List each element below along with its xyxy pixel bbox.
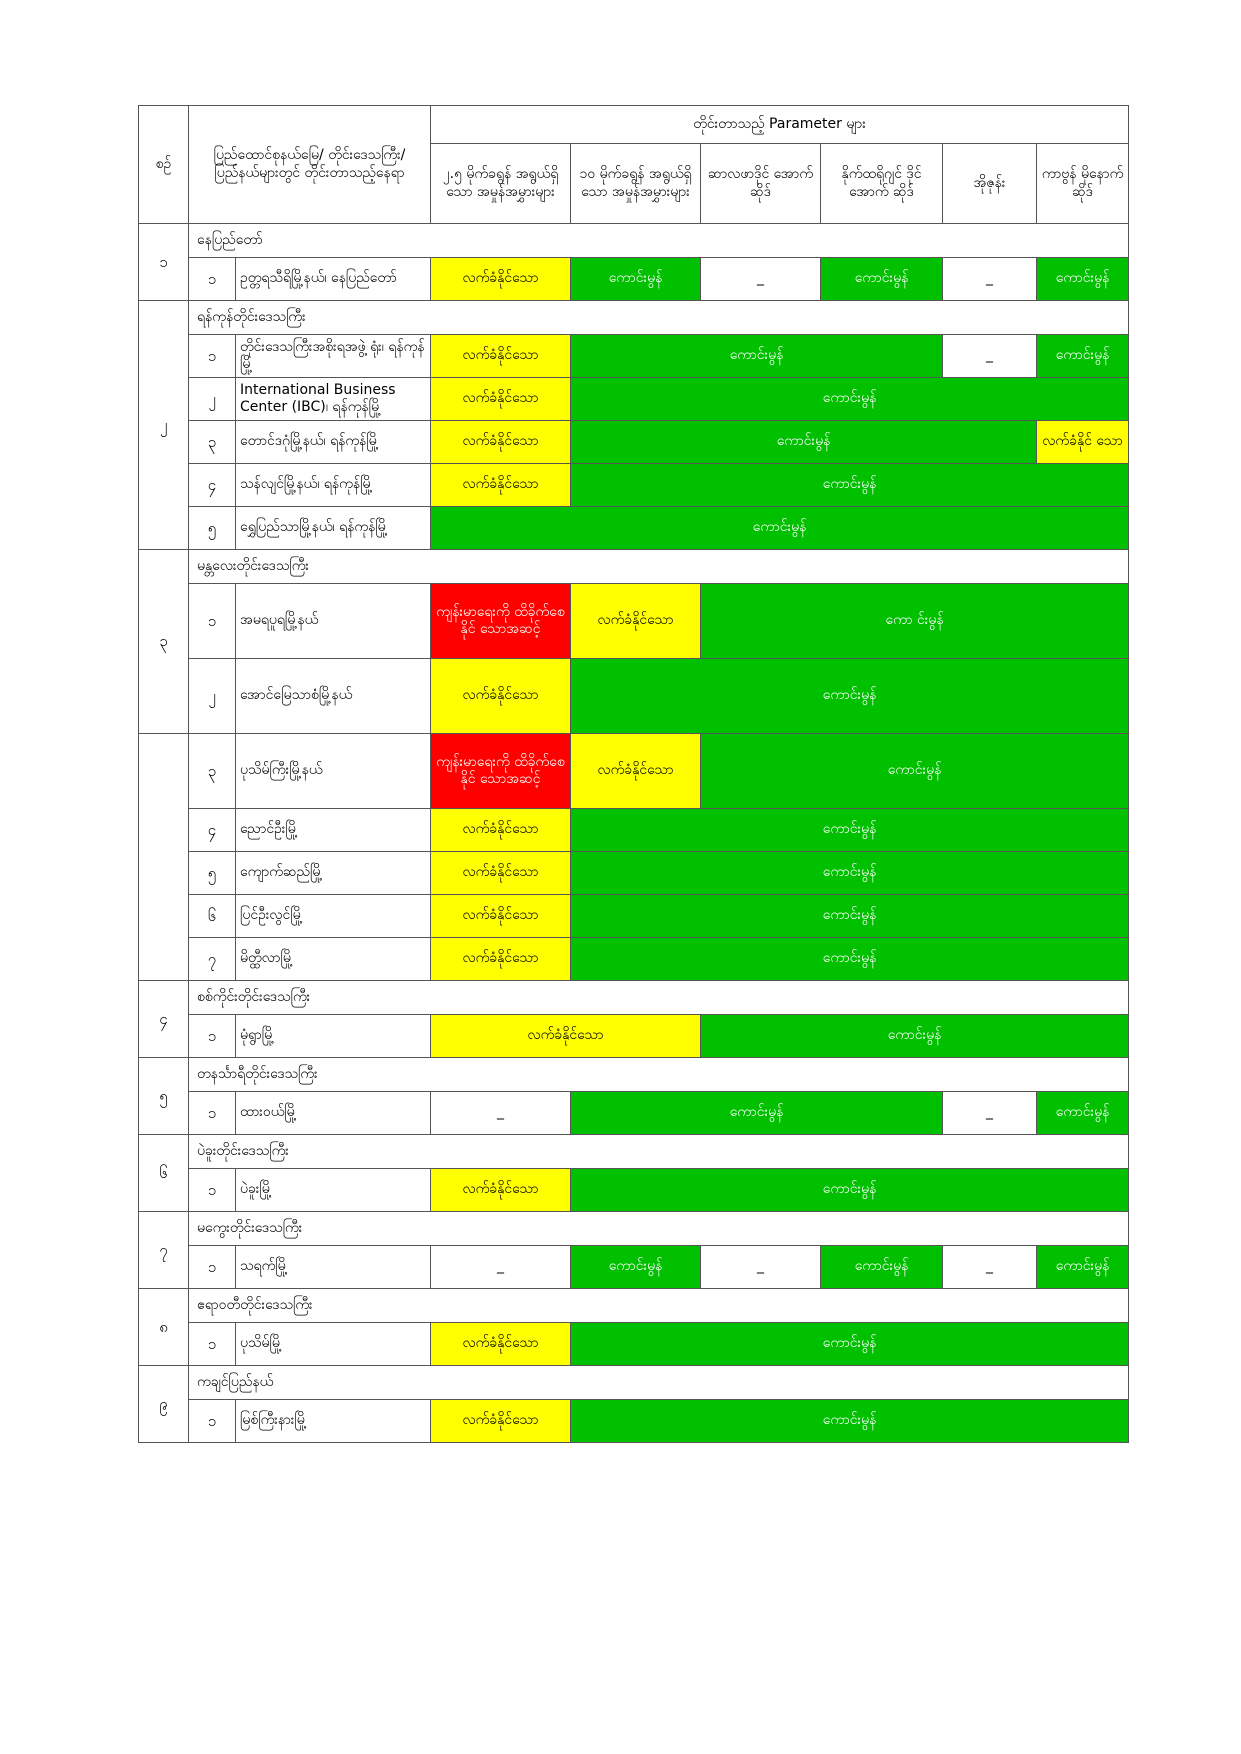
status-cell: လက်ခံနိုင်သော [431,1169,571,1212]
site-number: ၄ [189,809,236,852]
site-location: သန်လျင်မြို့နယ်၊ ရန်ကုန်မြို့ [236,464,431,507]
region-row [139,1212,1129,1246]
site-number: ၁ [189,1169,236,1212]
status-cell: လက်ခံနိုင်သော [431,895,571,938]
status-cell: ကောင်းမွန် [571,1246,701,1289]
status-cell: _ [431,1092,571,1135]
status-cell: ကောင်းမွန် [571,421,1037,464]
table-row [139,258,1129,301]
region-number: ၇ [139,1212,189,1289]
region-number: ၁ [139,224,189,301]
status-cell: ကောင်းမွန် [571,659,1129,734]
site-number: ၁ [189,258,236,301]
region-row [139,224,1129,258]
region-name: စစ်ကိုင်းတိုင်းဒေသကြီး [189,981,1129,1015]
site-number: ၁ [189,1246,236,1289]
status-cell: လက်ခံနိုင်သော [571,584,701,659]
region-name: ပဲခူးတိုင်းဒေသကြီး [189,1135,1129,1169]
region-number: ၆ [139,1135,189,1212]
table-row [139,852,1129,895]
site-number: ၅ [189,852,236,895]
table-row [139,1400,1129,1443]
status-cell: ကျန်းမာရေးကို ထိခိုက်စေနိုင် သောအဆင့် [431,584,571,659]
region-name: မကွေးတိုင်းဒေသကြီး [189,1212,1129,1246]
table-row [139,584,1129,659]
status-cell: ကောင်းမွန် [571,464,1129,507]
table-row [139,1015,1129,1058]
region-row [139,1289,1129,1323]
site-location: သရက်မြို့ [236,1246,431,1289]
table-row [139,1323,1129,1366]
region-row [139,1135,1129,1169]
table-row [139,378,1129,421]
site-number: ၂ [189,659,236,734]
status-cell: _ [701,258,821,301]
site-number: ၁ [189,1323,236,1366]
region-row [139,1366,1129,1400]
air-quality-table [138,105,1129,1443]
site-number: ၁ [189,335,236,378]
header-location: ပြည်ထောင်စုနယ်မြေ/ တိုင်းဒေသကြီး/ ပြည်နယ်များတွင် တိုင်းတာသည့်နေရာ [189,106,431,224]
status-cell: _ [943,258,1037,301]
status-cell: ကောင်းမွန် [431,507,1129,550]
status-cell: ကောင်းမွန် [571,1092,943,1135]
status-cell: ကောင်းမွန် [571,938,1129,981]
site-location: တောင်ဒဂုံမြို့နယ်၊ ရန်ကုန်မြို့ [236,421,431,464]
region-number: ၂ [139,301,189,550]
region-row [139,981,1129,1015]
region-number: ၈ [139,1289,189,1366]
status-cell: ကောင်းမွန် [821,258,943,301]
header-no2: နိုက်ထရိုဂျင် ဒိုင်အောက် ဆိုဒ် [821,144,943,224]
region-number: ၄ [139,981,189,1058]
site-number: ၁ [189,1015,236,1058]
region-number: ၉ [139,1366,189,1443]
region-name: ဧရာဝတီတိုင်းဒေသကြီး [189,1289,1129,1323]
status-cell: လက်ခံနိုင်သော [431,464,571,507]
table-row [139,938,1129,981]
status-cell: ကောင်းမွန် [1037,1092,1129,1135]
table-row [139,421,1129,464]
region-number: ၃ [139,550,189,734]
status-cell: လက်ခံနိုင်သော [431,421,571,464]
status-cell: _ [943,335,1037,378]
status-cell: လက်ခံနိုင်သော [431,258,571,301]
site-location: ကျောက်ဆည်မြို့ [236,852,431,895]
site-location: တိုင်းဒေသကြီးအစိုးရအဖွဲ့ ရုံး၊ ရန်ကုန်မြို့ [236,335,431,378]
site-location: ပြင်ဦးလွင်မြို့ [236,895,431,938]
site-location: International Business Center (IBC)၊ ရန်ကုန်မြို့ [236,378,431,421]
status-cell: ကျန်းမာရေးကို ထိခိုက်စေနိုင် သောအဆင့် [431,734,571,809]
site-location: မုံရွာမြို့ [236,1015,431,1058]
status-cell: ကော င်းမွန် [701,584,1129,659]
region-number-empty [139,734,189,981]
header-pm25: ၂.၅ မိုက်ခရွန် အရွယ်ရှိသော အမှုန်အမွှားများ [431,144,571,224]
site-location: ပုသိမ်ကြီးမြို့နယ် [236,734,431,809]
status-cell: ကောင်းမွန် [701,734,1129,809]
region-row [139,550,1129,584]
status-cell: ကောင်းမွန် [571,1400,1129,1443]
site-location: အမရပူရမြို့နယ် [236,584,431,659]
region-name: မန္တလေးတိုင်းဒေသကြီး [189,550,1129,584]
site-location: ညောင်ဦးမြို့ [236,809,431,852]
table-row [139,464,1129,507]
status-cell: ကောင်းမွန် [571,895,1129,938]
region-row [139,301,1129,335]
site-number: ၅ [189,507,236,550]
status-cell: လက်ခံနိုင်သော [431,1015,701,1058]
site-location: ရွှေပြည်သာမြို့နယ်၊ ရန်ကုန်မြို့ [236,507,431,550]
site-location: အောင်မြေသာစံမြို့နယ် [236,659,431,734]
region-name: ကချင်ပြည်နယ် [189,1366,1129,1400]
status-cell: လက်ခံနိုင် သော [1037,421,1129,464]
site-location: ဥတ္တရသီရိမြို့နယ်၊ နေပြည်တော် [236,258,431,301]
status-cell: ကောင်းမွန် [1037,1246,1129,1289]
site-number: ၇ [189,938,236,981]
status-cell: ကောင်းမွန် [571,1169,1129,1212]
table-row [139,734,1129,809]
status-cell: ကောင်းမွန် [571,258,701,301]
table-row [139,335,1129,378]
table-row [139,659,1129,734]
region-number: ၅ [139,1058,189,1135]
site-location: ထားဝယ်မြို့ [236,1092,431,1135]
header-co: ကာဗွန် မိုနောက် ဆိုဒ် [1037,144,1129,224]
table-row [139,1169,1129,1212]
site-number: ၁ [189,1400,236,1443]
table-row [139,809,1129,852]
status-cell: ကောင်းမွန် [821,1246,943,1289]
header-no: စဉ် [139,106,189,224]
status-cell: ကောင်းမွန် [571,378,1129,421]
table-body [139,224,1129,1443]
status-cell: ကောင်းမွန် [571,852,1129,895]
status-cell: ကောင်းမွန် [571,809,1129,852]
table-row [139,1092,1129,1135]
site-number: ၂ [189,378,236,421]
region-name: နေပြည်တော် [189,224,1129,258]
table-row [139,895,1129,938]
header-so2: ဆာလဖာဒိုင် အောက်ဆိုဒ် [701,144,821,224]
status-cell: _ [701,1246,821,1289]
header-pm10: ၁၀ မိုက်ခရွန် အရွယ်ရှိသော အမှုန်အမွှားများ [571,144,701,224]
table-row [139,1246,1129,1289]
status-cell: ကောင်းမွန် [1037,258,1129,301]
status-cell: လက်ခံနိုင်သော [431,1323,571,1366]
status-cell: လက်ခံနိုင်သော [431,378,571,421]
site-number: ၃ [189,734,236,809]
status-cell: လက်ခံနိုင်သော [431,335,571,378]
table-row [139,507,1129,550]
status-cell: ကောင်းမွန် [701,1015,1129,1058]
status-cell: လက်ခံနိုင်သော [431,809,571,852]
region-name: ရန်ကုန်တိုင်းဒေသကြီး [189,301,1129,335]
site-number: ၄ [189,464,236,507]
site-location: မြစ်ကြီးနားမြို့ [236,1400,431,1443]
status-cell: _ [943,1246,1037,1289]
status-cell: _ [431,1246,571,1289]
region-row [139,1058,1129,1092]
site-location: ပုသိမ်မြို့ [236,1323,431,1366]
status-cell: ကောင်းမွန် [1037,335,1129,378]
status-cell: ကောင်းမွန် [571,1323,1129,1366]
header-ozone: အိုဇုန်း [943,144,1037,224]
site-number: ၃ [189,421,236,464]
status-cell: _ [943,1092,1037,1135]
status-cell: လက်ခံနိုင်သော [431,659,571,734]
site-number: ၁ [189,1092,236,1135]
status-cell: လက်ခံနိုင်သော [571,734,701,809]
site-location: ပဲခူးမြို့ [236,1169,431,1212]
status-cell: ကောင်းမွန် [571,335,943,378]
header-parameters: တိုင်းတာသည့် Parameter များ [431,106,1129,144]
status-cell: လက်ခံနိုင်သော [431,1400,571,1443]
region-name: တနင်္သာရီတိုင်းဒေသကြီး [189,1058,1129,1092]
status-cell: လက်ခံနိုင်သော [431,938,571,981]
site-number: ၆ [189,895,236,938]
site-number: ၁ [189,584,236,659]
status-cell: လက်ခံနိုင်သော [431,852,571,895]
site-location: မိတ္ထီလာမြို့ [236,938,431,981]
